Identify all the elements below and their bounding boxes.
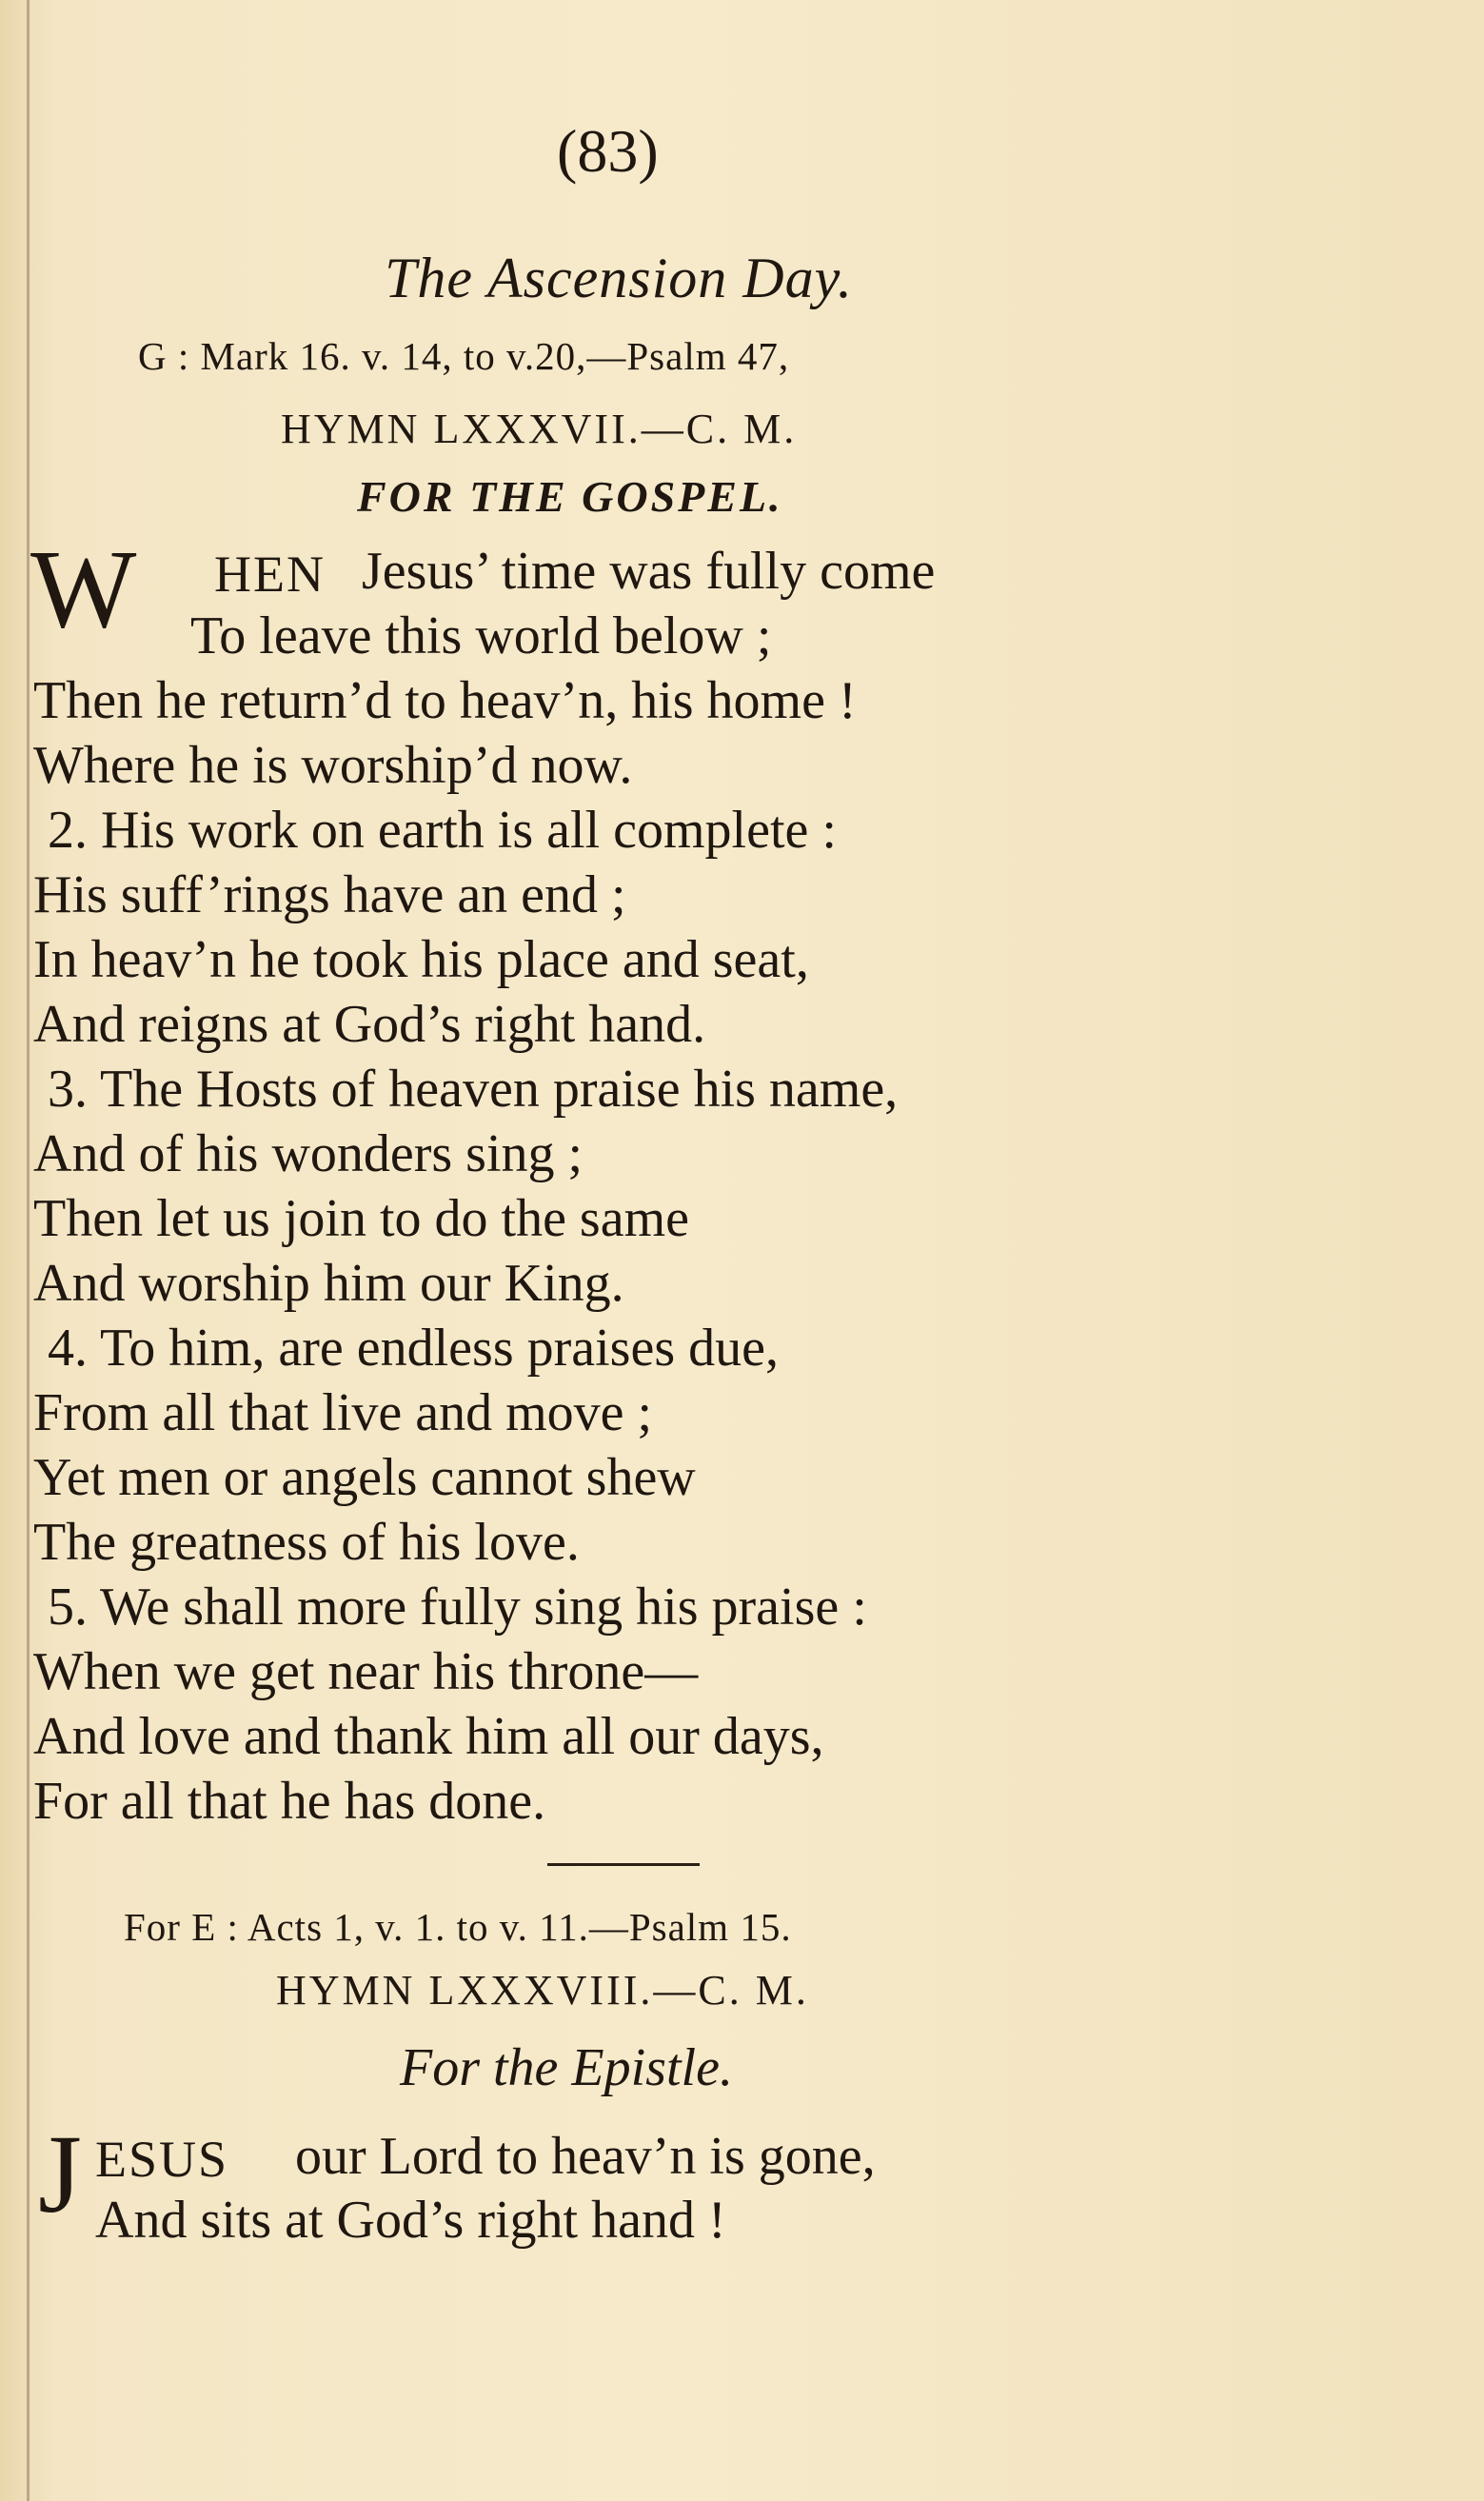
hymn-87-line: In heav’n he took his place and seat, (33, 930, 809, 989)
hymn-88-first-word: ESUS (95, 2131, 229, 2188)
section-divider (547, 1863, 700, 1866)
hymn-87-line: His suff’rings have an end ; (33, 865, 626, 924)
hymn-87-heading: HYMN LXXXVII.—C. M. (281, 406, 798, 452)
hymn-88-line: And sits at God’s right hand ! (95, 2191, 726, 2250)
hymn-87-line: The greatness of his love. (33, 1513, 580, 1572)
hymn-88-heading: HYMN LXXXVIII.—C. M. (276, 1967, 809, 2014)
hymn-87-first-word: HEN (214, 546, 326, 603)
hymn-88-line: our Lord to heav’n is gone, (295, 2127, 876, 2186)
hymn-87-line: Yet men or angels cannot shew (33, 1448, 696, 1507)
hymn-88-drop-cap: J (38, 2112, 82, 2236)
page-number: (83) (557, 117, 659, 185)
hymn-87-line: Then let us join to do the same (33, 1189, 689, 1248)
hymn-87-line: Jesus’ time was fully come (362, 542, 936, 601)
hymn-87-line: Where he is worship’d now. (33, 736, 633, 795)
hymn-87-line: 3. The Hosts of heaven praise his name, (48, 1060, 899, 1119)
hymn-87-subtitle: FOR THE GOSPEL. (357, 472, 783, 521)
hymn-87-line: 4. To him, are endless praises due, (48, 1319, 779, 1378)
hymn-87-line: From all that live and move ; (33, 1383, 653, 1442)
page-gutter (27, 0, 35, 2501)
hymn-87-drop-cap: W (30, 526, 137, 651)
hymn-88-subtitle: For the Epistle. (400, 2038, 733, 2097)
hymn-87-reading: G : Mark 16. v. 14, to v.20,—Psalm 47, (138, 334, 790, 378)
hymn-87-line: And reigns at God’s right hand. (33, 995, 706, 1054)
hymn-87-line: Then he return’d to heav’n, his home ! (33, 671, 857, 730)
hymn-88-reading: For E : Acts 1, v. 1. to v. 11.—Psalm 15. (124, 1905, 792, 1949)
hymn-87-line: 2. His work on earth is all complete : (48, 801, 837, 860)
hymn-87-line: And of his wonders sing ; (33, 1124, 584, 1183)
hymn-87-line: 5. We shall more fully sing his praise : (48, 1578, 867, 1637)
hymn-87-line: To leave this world below ; (190, 606, 772, 665)
hymn-87-line: And worship him our King. (33, 1254, 624, 1313)
hymn-87-line: When we get near his throne— (33, 1642, 699, 1701)
section-title: The Ascension Day. (385, 247, 853, 309)
hymn-87-line: And love and thank him all our days, (33, 1707, 824, 1766)
hymn-87-line: For all that he has done. (33, 1772, 546, 1831)
